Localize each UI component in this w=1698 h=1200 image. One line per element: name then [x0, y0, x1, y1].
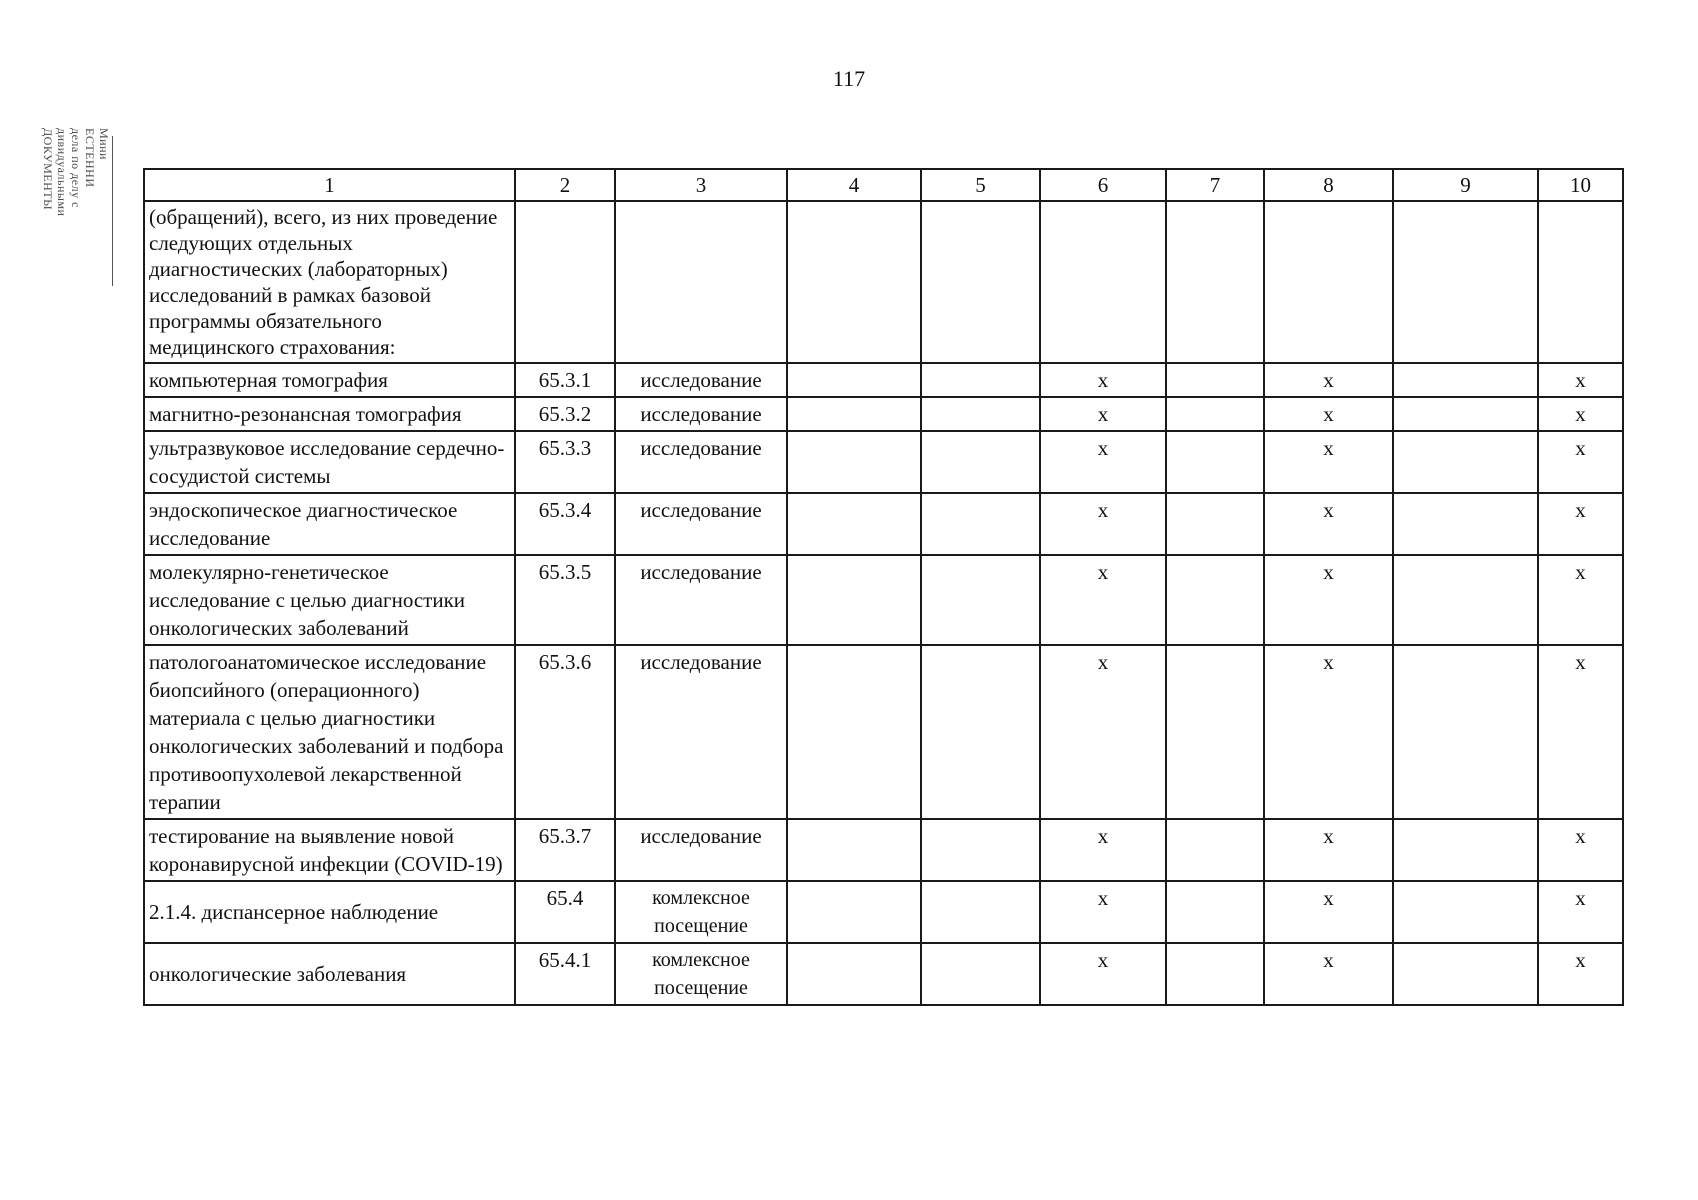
table-row: [144, 431, 1623, 493]
row-cell-8: x: [1264, 943, 1393, 1005]
stamp-line: дела по делу с: [69, 128, 83, 208]
row-cell-9: [1393, 555, 1538, 645]
row-cell-7: [1166, 645, 1264, 819]
table-row: [144, 363, 1623, 397]
row-cell-4: [787, 363, 921, 397]
row-code: [515, 201, 615, 363]
column-header: 8: [1264, 169, 1393, 201]
row-unit: исследование: [615, 493, 787, 555]
row-cell-6: x: [1040, 555, 1166, 645]
row-cell-6: [1040, 201, 1166, 363]
row-cell-5: [921, 555, 1040, 645]
row-name: ультразвуковое исследование сердечно-сосудистой системы: [144, 431, 515, 493]
column-header: 2: [515, 169, 615, 201]
row-cell-4: [787, 431, 921, 493]
row-code: 65.3.6: [515, 645, 615, 819]
row-cell-5: [921, 881, 1040, 943]
row-cell-10: x: [1538, 881, 1623, 943]
row-cell-9: [1393, 645, 1538, 819]
row-cell-5: [921, 493, 1040, 555]
stamp-line: ДОКУМЕНТЫ: [41, 128, 55, 211]
row-cell-7: [1166, 881, 1264, 943]
row-name: магнитно-резонансная томография: [144, 397, 515, 431]
row-cell-8: x: [1264, 363, 1393, 397]
row-cell-7: [1166, 555, 1264, 645]
row-cell-10: x: [1538, 943, 1623, 1005]
row-cell-9: [1393, 819, 1538, 881]
row-unit: исследование: [615, 645, 787, 819]
row-code: 65.3.5: [515, 555, 615, 645]
row-cell-6: x: [1040, 881, 1166, 943]
row-cell-9: [1393, 431, 1538, 493]
row-cell-10: x: [1538, 363, 1623, 397]
row-code: 65.3.3: [515, 431, 615, 493]
row-unit: исследование: [615, 819, 787, 881]
row-cell-7: [1166, 431, 1264, 493]
row-cell-8: x: [1264, 881, 1393, 943]
row-cell-6: x: [1040, 645, 1166, 819]
column-header: 3: [615, 169, 787, 201]
row-cell-8: x: [1264, 645, 1393, 819]
row-cell-9: [1393, 943, 1538, 1005]
row-cell-10: x: [1538, 431, 1623, 493]
column-header: 6: [1040, 169, 1166, 201]
row-name: тестирование на выявление новой коронавирусной инфекции (COVID-19): [144, 819, 515, 881]
row-cell-5: [921, 201, 1040, 363]
row-cell-5: [921, 943, 1040, 1005]
row-unit: комлексное посещение: [615, 943, 787, 1005]
stamp-line: дивидуальными: [55, 128, 69, 217]
row-cell-10: x: [1538, 397, 1623, 431]
row-cell-4: [787, 397, 921, 431]
row-cell-6: x: [1040, 363, 1166, 397]
row-name: компьютерная томография: [144, 363, 515, 397]
row-code: 65.3.4: [515, 493, 615, 555]
row-cell-10: x: [1538, 645, 1623, 819]
row-cell-4: [787, 555, 921, 645]
row-cell-6: x: [1040, 819, 1166, 881]
page-number: 117: [832, 66, 866, 91]
row-cell-7: [1166, 397, 1264, 431]
row-cell-5: [921, 819, 1040, 881]
row-cell-6: x: [1040, 493, 1166, 555]
row-cell-8: [1264, 201, 1393, 363]
row-cell-10: x: [1538, 819, 1623, 881]
row-cell-7: [1166, 943, 1264, 1005]
row-unit: комлексное посещение: [615, 881, 787, 943]
row-cell-10: [1538, 201, 1623, 363]
stamp-rule: [112, 136, 113, 286]
row-name: патологоанатомическое исследование биопсийного (операционного) материала с целью диагностики онкологических заболеваний и подбора противоопухолевой лекарственной терапии: [144, 645, 515, 819]
row-cell-5: [921, 431, 1040, 493]
header-row: [144, 169, 1623, 201]
row-cell-5: [921, 397, 1040, 431]
row-cell-7: [1166, 493, 1264, 555]
row-cell-4: [787, 819, 921, 881]
column-header: 7: [1166, 169, 1264, 201]
stamp-line: Мини: [97, 128, 111, 160]
table-row: [144, 493, 1623, 555]
column-header: 9: [1393, 169, 1538, 201]
row-name: эндоскопическое диагностическое исследование: [144, 493, 515, 555]
row-cell-7: [1166, 819, 1264, 881]
row-cell-8: x: [1264, 397, 1393, 431]
table-row: [144, 555, 1623, 645]
row-code: 65.3.7: [515, 819, 615, 881]
row-code: 65.3.2: [515, 397, 615, 431]
row-cell-4: [787, 201, 921, 363]
column-header: 4: [787, 169, 921, 201]
row-cell-10: x: [1538, 555, 1623, 645]
row-cell-4: [787, 881, 921, 943]
table-row: [144, 201, 1623, 363]
row-cell-9: [1393, 397, 1538, 431]
row-cell-9: [1393, 363, 1538, 397]
column-header: 5: [921, 169, 1040, 201]
row-unit: [615, 201, 787, 363]
row-name: онкологические заболевания: [144, 943, 515, 1005]
row-cell-9: [1393, 881, 1538, 943]
row-unit: исследование: [615, 431, 787, 493]
row-code: 65.3.1: [515, 363, 615, 397]
row-cell-4: [787, 943, 921, 1005]
row-cell-8: x: [1264, 819, 1393, 881]
row-cell-4: [787, 645, 921, 819]
row-code: 65.4.1: [515, 943, 615, 1005]
row-cell-10: x: [1538, 493, 1623, 555]
row-cell-6: x: [1040, 431, 1166, 493]
row-cell-6: x: [1040, 397, 1166, 431]
column-header: 1: [144, 169, 515, 201]
row-name: 2.1.4. диспансерное наблюдение: [144, 881, 515, 943]
row-name: (обращений), всего, из них проведение следующих отдельных диагностических (лабораторных) исследований в рамках базовой программы обязательного медицинского страхования:: [144, 201, 515, 363]
column-header: 10: [1538, 169, 1623, 201]
stamp-line: ЕСТЕННИ: [83, 128, 97, 188]
row-cell-4: [787, 493, 921, 555]
table-row: [144, 881, 1623, 943]
row-cell-5: [921, 363, 1040, 397]
row-cell-5: [921, 645, 1040, 819]
row-cell-8: x: [1264, 493, 1393, 555]
row-cell-7: [1166, 363, 1264, 397]
row-cell-8: x: [1264, 555, 1393, 645]
row-cell-8: x: [1264, 431, 1393, 493]
row-unit: исследование: [615, 555, 787, 645]
row-unit: исследование: [615, 397, 787, 431]
row-cell-9: [1393, 493, 1538, 555]
row-unit: исследование: [615, 363, 787, 397]
row-cell-6: x: [1040, 943, 1166, 1005]
table-row: [144, 397, 1623, 431]
table-row: [144, 645, 1623, 819]
services-table: [143, 168, 1624, 1006]
table-row: [144, 819, 1623, 881]
row-code: 65.4: [515, 881, 615, 943]
side-stamp: [40, 128, 120, 308]
row-name: молекулярно-генетическое исследование с целью диагностики онкологических заболеваний: [144, 555, 515, 645]
row-cell-9: [1393, 201, 1538, 363]
row-cell-7: [1166, 201, 1264, 363]
table-row: [144, 943, 1623, 1005]
